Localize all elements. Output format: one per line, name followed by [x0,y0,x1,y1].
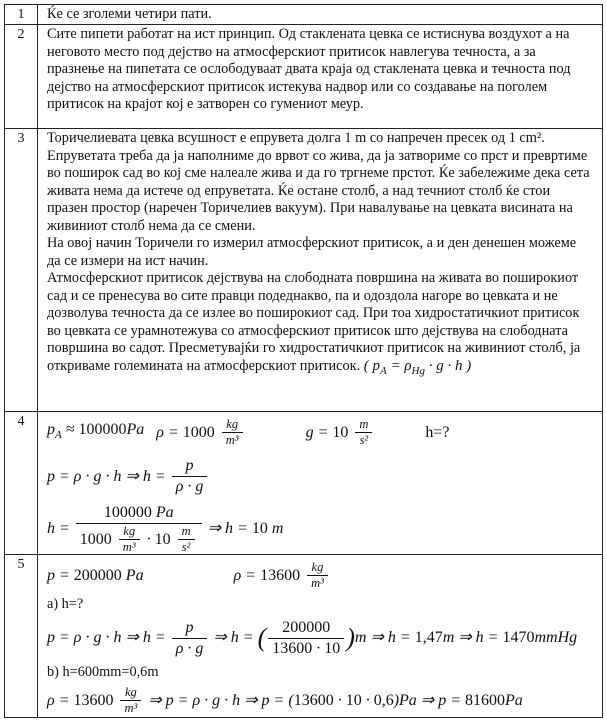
fraction-numerator: kg [307,560,328,576]
math-expression: h = [47,520,74,538]
row-number: 3 [5,129,38,411]
given-values-line [47,417,590,448]
given-values-line [47,560,590,591]
fraction-p-over-rho-g [172,456,208,497]
fraction-denominator: m³ [124,701,138,715]
solution-fraction [76,503,202,555]
math-term-pA [47,421,144,445]
table-row [5,129,602,412]
answer-cell [38,129,602,411]
table-row [5,555,602,717]
part-b-solution-line [47,685,590,716]
table-row [5,412,602,555]
answer-cell [38,25,602,128]
part-a-label: a) h=? [47,596,84,612]
fraction-numerator: 200000 [268,618,344,639]
math-var-p: p [372,357,380,374]
fraction-p-over-rho-g [172,618,208,659]
unit-fraction-kg-m3 [222,417,243,448]
answer-paragraph-2: На овој начин Торичели го измерил атмосферскиот притисок, а и ден денешен можеме да се измери на ист начин. [47,235,577,269]
fraction-denominator: m³ [311,576,324,590]
fraction-denominator: m³ [122,540,136,554]
denominator-middle: · 10 [142,530,171,548]
unit-fraction-m-s2 [178,524,195,555]
numeric-fraction [268,618,344,659]
math-result: ⇒ p = ρ · g · h ⇒ p = (13600 · 10 · 0,6)Pa ⇒ p = 81600Pa [144,691,523,709]
open-paren: ( [363,357,373,374]
math-result: m ⇒ h = 1,47m ⇒ h = 1470mmHg [354,629,578,647]
find-label: h=? [425,423,450,441]
denominator-coefficient: 1000 [79,530,112,548]
solution-line [47,503,590,555]
unit-fraction-kg-m3 [119,524,140,555]
answer-paragraph-1: Торичелиевата цевка всушност е епрувета долга 1 m со напречен пресек од 1 cm². Епруветата треба да ја наполниме до врвот со жива, да ја затвориме со прст и превртиме во поширок сад во кој сме налеале жива и да го тргнеме прстот. Ќе забележиме дека сета живата нема да истече од епруветата. Ќе остане столб, а над течниот столб ќе стои празен простор (наречен Торичелиев вакуум). При навалување на цевката висината на живиниот столб нема да се смени. [47,130,590,234]
part-b-label: b) h=600mm=0,6m [47,663,159,680]
answer-text: Сите пипети работат на ист принцип. Од стаклената цевка се истиснува воздухот а на неговото место под дејство на атмосферскиот притисок навлегува течноста, а за празнење на пипетата се ослободуваат двата краја од стаклената цевка и течноста под дејство на атмосферскиот притисок истекува надвор или со создавање на поголем притисок на крајот кој е затворен со гумениот меур. [47,26,571,112]
math-var-p: p [47,420,55,438]
equals-sign: = [386,357,405,374]
math-term-g: g = 10 [305,423,349,441]
row-number: 1 [5,5,38,24]
fraction-numerator: m [355,417,372,433]
fraction-denominator: ρ · g [175,639,204,657]
math-subscript-A: A [55,428,62,441]
row-number: 5 [5,555,38,717]
fraction-denominator: s² [359,433,369,447]
row-number: 4 [5,412,38,554]
fraction-denominator: s² [181,540,191,554]
fraction-denominator [76,524,202,555]
pressure-formula [363,357,472,377]
fraction-numerator: kg [120,685,141,701]
unit-fraction-m-s2 [355,417,372,448]
close-paren: ) [346,623,355,653]
math-term-rho: ρ = 1000 [156,423,215,441]
answer-text: Атмосферскиот притисок дејствува на слободната површина на живата во поширокиот сад и се пренесува во сите правци подеднакво, па и одоздола нагоре во цевката и не дозволува течноста да се излее во поширокиот сад. При тоа хидростатичкиот притисок во цевката се урамнотежува со атмосферскиот притисок што дејствува на слободната површина во садот. Пресметувајќи го хидростатичкиот притисок на живиниот столб, ја откриваме големината на атмосферскиот притисок. [47,270,581,374]
fraction-denominator: 13600 · 10 [272,639,341,657]
math-expression: ⇒ h = [209,629,258,647]
answer-cell [38,412,602,554]
fraction-numerator: 100000 Pa [76,503,202,524]
row-number: 2 [5,25,38,128]
derivation-line [47,456,590,497]
math-term-rho: ρ = 13600 [47,691,114,709]
part-a-solution-line [47,618,590,659]
unit-fraction-kg-m3 [307,560,328,591]
table-row [5,5,602,25]
math-value: ≈ 100000Pa [61,420,145,438]
answer-cell [38,555,602,717]
open-paren: ( [257,623,267,653]
math-expression: p = ρ · g · h ⇒ h = [47,629,170,647]
fraction-denominator: m³ [225,433,239,447]
answer-paragraph-3 [47,270,590,380]
fraction-numerator: m [178,524,195,540]
answer-text: Ќе се зголеми четири пати. [47,6,212,22]
math-subscript-A: A [379,364,387,377]
math-term-p: p = 200000 Pa [47,566,144,584]
math-term-rho: ρ = 13600 [233,566,301,584]
fraction-numerator: p [172,456,208,477]
unit-fraction-kg-m3 [120,685,141,716]
answers-table [4,4,603,718]
fraction-numerator: p [172,618,208,639]
close-paren: ) [462,357,472,374]
fraction-denominator: ρ · g [175,478,204,495]
math-expression: p = ρ · g · h ⇒ h = [47,467,170,485]
math-subscript-Hg: Hg [411,364,425,377]
math-result: ⇒ h = 10 m [203,520,284,538]
formula-tail: · g · h [425,357,463,374]
fraction-numerator: kg [222,417,243,433]
table-row [5,25,602,129]
answer-cell [38,5,602,24]
fraction-numerator: kg [119,524,140,540]
math-var-rho: ρ [404,357,412,374]
